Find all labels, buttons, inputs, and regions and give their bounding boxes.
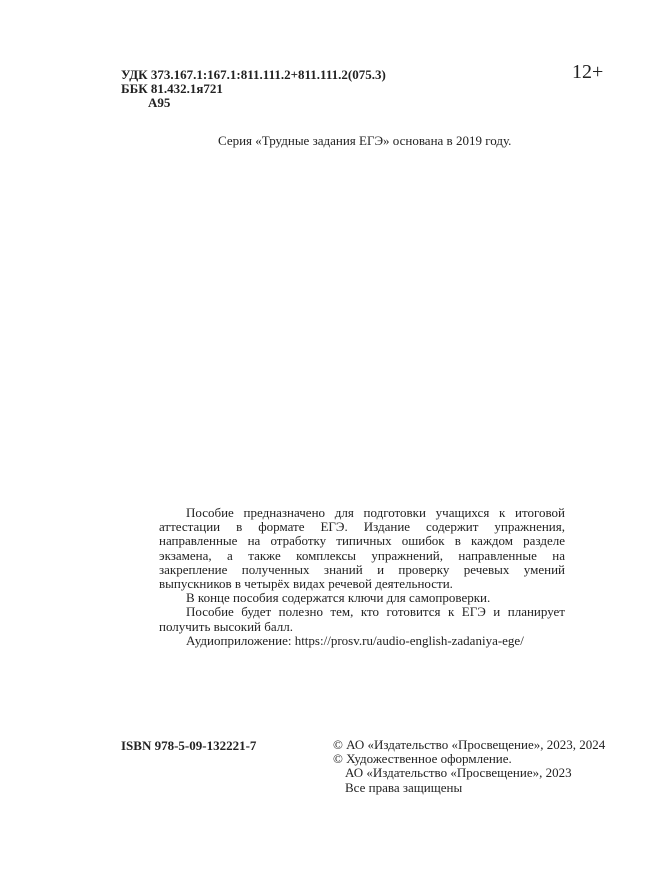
isbn: ISBN 978-5-09-132221-7 (121, 738, 257, 753)
copyright-block (333, 738, 605, 795)
udk-code: УДК 373.167.1:167.1:811.111.2+811.111.2(075.3) (121, 67, 386, 82)
annotation-line: экзамена, а также комплексы упражнений, направленные на (159, 548, 565, 563)
annotation-line: аттестации в формате ЕГЭ. Издание содержит упражнения, (159, 520, 565, 535)
author-mark: А95 (148, 95, 171, 111)
annotation-line: направленные на отработку типичных ошибок в каждом разделе (159, 534, 565, 549)
bbk-code: ББК 81.432.1я721 (121, 81, 223, 97)
classification-block (121, 68, 386, 111)
annotation-keys: В конце пособия содержатся ключи для самопроверки. (186, 590, 491, 606)
audio-link: Аудиоприложение: https://prosv.ru/audio-english-zadaniya-ege/ (186, 632, 524, 648)
annotation-line: выпускников в четырёх видах речевой деятельности. (159, 575, 453, 591)
series-note: Серия «Трудные задания ЕГЭ» основана в 2019 году. (218, 133, 512, 148)
copyright-line: © Художественное оформление. (333, 751, 512, 767)
rights-reserved: Все права защищены (345, 779, 463, 795)
copyright-line: АО «Издательство «Просвещение», 2023 (345, 765, 572, 781)
copyright-line: © АО «Издательство «Просвещение», 2023, 2024 (333, 737, 606, 752)
annotation-line: закрепление полученных знаний и проверку речевых умений (159, 562, 565, 577)
annotation (159, 506, 565, 648)
annotation-line: Пособие предназначено для подготовки учащихся к итоговой (186, 506, 565, 520)
age-rating: 12+ (572, 61, 604, 83)
annotation-line: Пособие будет полезно тем, кто готовится к ЕГЭ и планирует (186, 605, 565, 620)
annotation-line: получить высокий балл. (159, 618, 293, 634)
